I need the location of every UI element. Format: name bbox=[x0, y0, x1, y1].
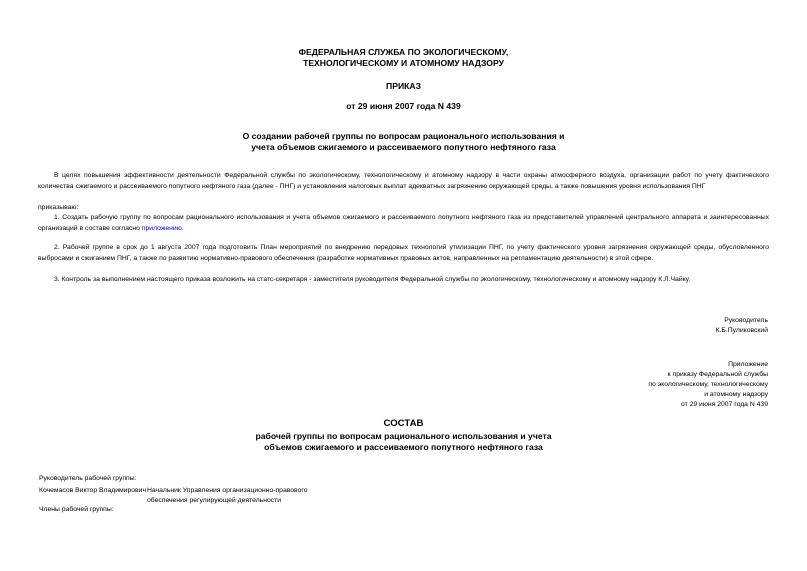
leader-role-line1: Начальник Управления организационно-правового bbox=[147, 487, 308, 494]
doc-title-line2: учета объемов сжигаемого и рассеиваемого попутного нефтяного газа bbox=[251, 142, 556, 152]
doc-title-line1: О создании рабочей группы по вопросам рационального использования и bbox=[242, 131, 565, 141]
leader-role-line2: обеспечения регулирующей деятельности bbox=[147, 497, 282, 504]
composition-subtitle-line1: рабочей группы по вопросам рационального использования и учета bbox=[255, 431, 552, 441]
composition-subtitle-line2: объемов сжигаемого и рассеиваемого попутного нефтяного газа bbox=[264, 442, 543, 452]
item-1-end: . bbox=[181, 224, 184, 232]
order-word: приказываю: bbox=[38, 204, 79, 211]
org-name-line1: ФЕДЕРАЛЬНАЯ СЛУЖБА ПО ЭКОЛОГИЧЕСКОМУ, bbox=[298, 47, 509, 57]
doc-date-number: от 29 июня 2007 года N 439 bbox=[346, 101, 461, 111]
item-1-paragraph bbox=[38, 213, 769, 234]
appendix-note-line3: по экологическому, технологическому bbox=[648, 381, 768, 388]
signature-name: К.Б.Пуликовский bbox=[715, 327, 768, 334]
leader-name: Кочемасов Виктор Владимирович bbox=[39, 487, 147, 494]
item-2-paragraph: 2. Рабочей группе в срок до 1 августа 2007 года подготовить План мероприятий по внедрению передовых технологий утилизации ПНГ, по учету фактического уровня загрязнения окружающей среды, обусловленного выбросами и сжиганием ПНГ, а также по развитию нормативно-правового обеспечения (разработке нормативных правовых актов, направленных на регламентацию деятельности) в этой сфере. bbox=[38, 244, 769, 262]
signature-block bbox=[716, 316, 768, 336]
leader-label: Руководитель рабочей группы: bbox=[39, 475, 137, 482]
appendix-note bbox=[648, 360, 768, 410]
signature-position: Руководитель bbox=[724, 317, 768, 324]
composition-title: СОСТАВ bbox=[383, 418, 424, 429]
appendix-note-line2: к приказу Федеральной службы bbox=[667, 371, 768, 378]
item-1-text: 1. Создать рабочую группу по вопросам рационального использования и учета объемов сжигаемого и рассеиваемого попутного нефтяного газа из представителей управлений центрального аппарата и заинтересованных организаций в составе согласно bbox=[38, 214, 769, 232]
appendix-link[interactable]: приложению bbox=[141, 224, 182, 232]
leader-role bbox=[147, 486, 307, 506]
appendix-note-line5: от 29 июня 2007 года N 439 bbox=[680, 401, 768, 408]
members-label: Члены рабочей группы: bbox=[39, 506, 114, 513]
item-3-paragraph: 3. Контроль за выполнением настоящего приказа возложить на статс-секретаря - заместителя руководителя Федеральной службы по экологическому, технологическому и атомному надзору К.Л.Чайку. bbox=[54, 276, 691, 283]
doc-type: ПРИКАЗ bbox=[386, 81, 421, 91]
appendix-note-line1: Приложение bbox=[728, 361, 768, 368]
intro-paragraph: В целях повышения эффективности деятельности Федеральной службы по экологическому, технологическому и атомному надзору в части охраны атмосферного воздуха, организации работ по учету фактического количества сжигаемого и рассеиваемого попутного нефтяного газа (далее - ПНГ) и установления налоговых выплат адекватных загрязнению окружающей среды, а также повышения уровня использования ПНГ bbox=[38, 172, 769, 190]
appendix-note-line4: и атомному надзору bbox=[704, 391, 768, 398]
org-name-line2: ТЕХНОЛОГИЧЕСКОМУ И АТОМНОМУ НАДЗОРУ bbox=[303, 58, 504, 68]
